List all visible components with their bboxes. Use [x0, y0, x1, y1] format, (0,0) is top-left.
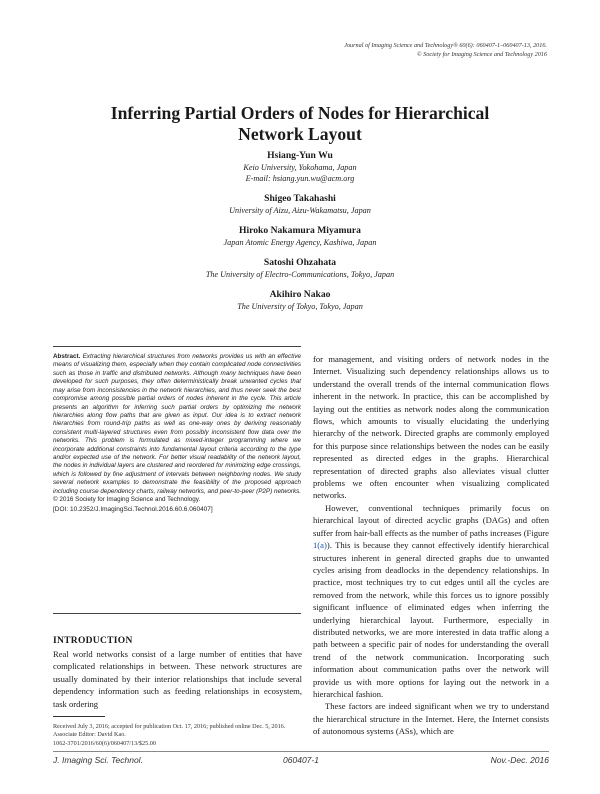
section-heading: INTRODUCTION — [53, 636, 133, 646]
author-name: Shigeo Takahashi — [264, 193, 336, 204]
page-footer — [53, 751, 549, 767]
figure-link[interactable]: 1(a) — [313, 540, 327, 551]
author-name: Hiroko Nakamura Miyamura — [239, 225, 361, 236]
intro-left-column — [53, 648, 302, 710]
footnote-rule — [53, 716, 105, 717]
paper-title: Inferring Partial Orders of Nodes for Hierarchical Network Layout — [110, 103, 490, 144]
author-block — [100, 193, 500, 216]
journal-citation: Journal of Imaging Science and Technology® 60(6): 060407-1–060407-13, 2016. — [344, 42, 547, 49]
author-block — [100, 150, 500, 184]
abstract — [53, 347, 301, 505]
author-name: Hsiang-Yun Wu — [267, 150, 333, 161]
body-paragraph: These factors are indeed significant when we try to understand the hierarchical structure in the Internet. Here, the Internet consists of autonomous systems (ASs), which are — [313, 701, 549, 737]
author-block — [100, 225, 500, 248]
author-name: Satoshi Ohzahata — [263, 257, 337, 268]
author-affiliation: Japan Atomic Energy Agency, Kashiwa, Japan — [223, 238, 377, 247]
running-header — [287, 41, 547, 59]
footnote — [53, 723, 303, 748]
footer-article-number: 060407-1 — [283, 755, 319, 765]
body-paragraph — [313, 502, 549, 701]
footer-date: Nov.-Dec. 2016 — [490, 755, 549, 765]
footnote-code: 1062-3701/2016/60(6)/060407/13/$25.00 — [53, 739, 156, 747]
intro-paragraph: Real world networks consist of a large number of entities that have complicated relationships in between. These network structures are usually dominated by their interior relationships that include several dependency information such as feeding relationships in ecosystem, task ordering — [53, 649, 302, 709]
author-block — [100, 257, 500, 280]
abstract-box — [53, 346, 301, 614]
author-list — [100, 150, 500, 321]
author-block — [100, 289, 500, 312]
paragraph-text: However, conventional techniques primarily focus on hierarchical layout of directed acyclic graphs (DAGs) and often suffer from hair-ball effects as the number of paths increases (Figure — [313, 502, 549, 538]
author-name: Akihiro Nakao — [269, 289, 331, 300]
paragraph-text: ). This is because they cannot effectively identify hierarchical structures inherent in general directed graphs due to unwanted cycles arising from deadlocks in the dependency relationships. In practice, most techniques try to cut edges until all the cycles are removed from the network, while this forces us to ignore possibly significant influence of eliminated edges when inferring the underlying hierarchical layout. Furthermore, especially in distributed networks, we are more interested in data traffic along a path between a specific pair of nodes for understanding the overall trend of the network communication. Incorporating such information about communication paths over the network will provide us with more options for laying out the network in a hierarchical fashion. — [313, 540, 549, 699]
body-right-column — [313, 353, 549, 738]
author-affiliation: University of Aizu, Aizu-Wakamatsu, Japan — [229, 206, 371, 215]
author-affiliation: The University of Electro-Communications, Tokyo, Japan — [205, 270, 395, 279]
abstract-text: Extracting hierarchical structures from networks provides us with an effective means of visualizing them, especially when they contain complicated node connectivities such as those in traffic and distributed networks. Although many techniques have been developed for such purposes, they often deterministically break unwanted cycles that may arise from inconsistencies in the network hierarchies, and thus never seek the best compromise among possible partial orders of nodes inherent in the cycle. This article presents an algorithm for inferring such partial orders by optimizing the network hierarchies along flow paths that are given as input. Our idea is to extract network hierarchies from round-trip paths as well as one-way ones by deriving reasonably consistent multi-layered structures even from possibly inconsistent flow data over the networks. This problem is formulated as mixed-integer programming where we incorporate additional constraints into fundamental layout criteria according to the type and/or expected use of the network. For better visual readability of the network layout, the nodes in individual layers are clustered and reordered for minimizing edge crossings, which is followed by fine adjustment of intervals between neighboring nodes. We study several network examples to demonstrate the feasibility of the proposed approach including course dependency charts, railway networks, and peer-to-peer (P2P) networks. — [53, 353, 301, 495]
abstract-label: Abstract. — [53, 353, 81, 360]
body-paragraph: for management, and visiting orders of network nodes in the Internet. Visualizing such dependency relationships allows us to understand the overall trends of the internal communication flows inherent in the network. In practice, this can be accomplished by laying out the entities as network nodes along the communication flows, which amounts to visually elucidating the underlying hierarchy of the network. Directed graphs are commonly employed for this purpose since relationships between the nodes can be easily represented as directed edges in the graphs. Hierarchical representation of directed graphs also alleviates visual clutter problems we often encounter when visualizing complicated networks. — [313, 354, 549, 501]
footnote-received: Received July 3, 2016; accepted for publication Oct. 17, 2016; published online Dec. 5, 2016. Associate Editor: David Kao. — [53, 723, 286, 739]
doi[interactable]: [DOI: 10.2352/J.ImagingSci.Technol.2016.60.6.060407] — [53, 505, 213, 513]
abstract-copyright: © 2016 Society for Imaging Science and Technology. — [53, 496, 201, 504]
author-affiliation: Keio University, Yokohama, Japan — [243, 163, 357, 172]
author-email[interactable]: E-mail: hsiang.yun.wu@acm.org — [245, 174, 355, 183]
footer-journal: J. Imaging Sci. Technol. — [53, 755, 143, 765]
author-affiliation: The University of Tokyo, Tokyo, Japan — [237, 302, 363, 311]
society-copyright: © Society for Imaging Science and Technology 2016 — [416, 51, 547, 58]
